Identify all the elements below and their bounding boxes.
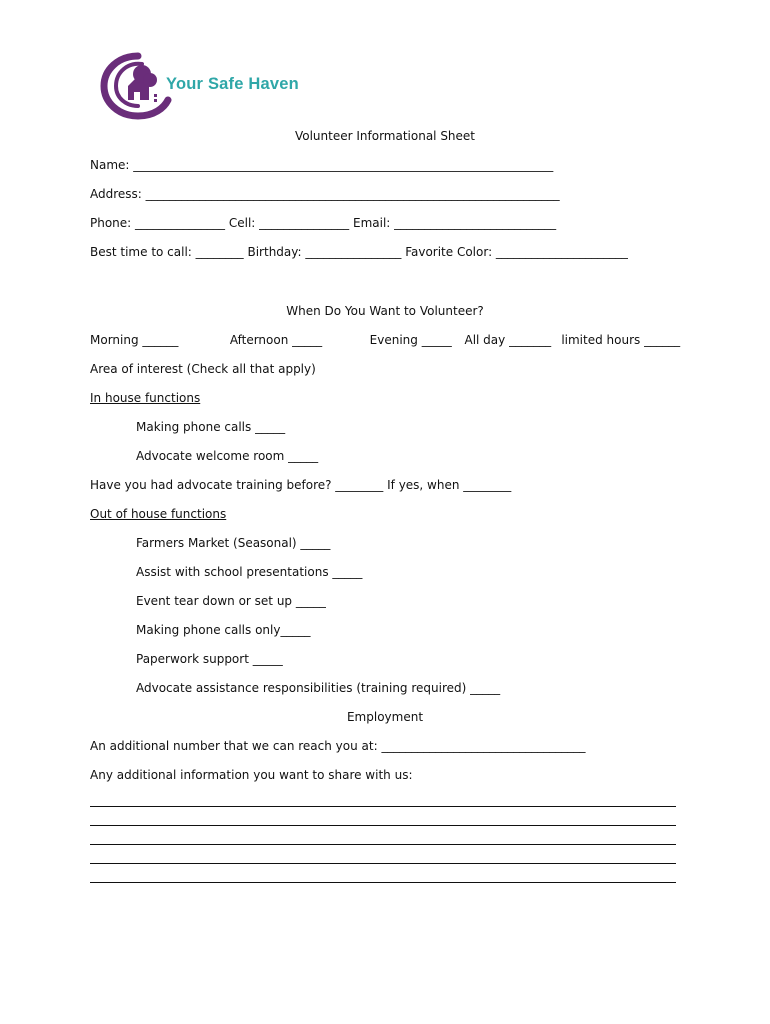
blank-line[interactable] bbox=[90, 792, 676, 807]
cell-field[interactable]: Cell: _______________ bbox=[228, 216, 350, 230]
out-house-item[interactable]: Making phone calls only_____ bbox=[136, 623, 311, 637]
additional-number-field[interactable]: An additional number that we can reach you at: __________________________________ bbox=[90, 739, 586, 753]
contact-row bbox=[90, 215, 556, 231]
form-title: Volunteer Informational Sheet bbox=[294, 129, 476, 143]
in-house-item[interactable]: Making phone calls _____ bbox=[136, 420, 286, 434]
employment-heading: Employment bbox=[346, 710, 424, 724]
training-question[interactable]: Have you had advocate training before? ________ If yes, when ________ bbox=[90, 478, 512, 492]
schedule-row bbox=[90, 332, 680, 348]
out-house-item[interactable]: Event tear down or set up _____ bbox=[136, 594, 326, 608]
logo-wordmark: Your Safe Haven bbox=[166, 75, 299, 93]
address-field[interactable]: Address: _____________________________________________________________________ bbox=[90, 187, 560, 201]
limited-hours-field[interactable]: limited hours ______ bbox=[561, 333, 681, 347]
out-house-item[interactable]: Advocate assistance responsibilities (training required) _____ bbox=[136, 681, 501, 695]
blank-line[interactable] bbox=[90, 868, 676, 883]
additional-info-lines[interactable] bbox=[90, 792, 676, 887]
morning-field[interactable]: Morning ______ bbox=[90, 333, 179, 347]
volunteer-heading: When Do You Want to Volunteer? bbox=[286, 304, 484, 318]
phone-field[interactable]: Phone: _______________ bbox=[90, 216, 226, 230]
details-row bbox=[90, 244, 628, 260]
evening-field[interactable]: Evening _____ bbox=[369, 333, 452, 347]
favorite-color-field[interactable]: Favorite Color: ______________________ bbox=[405, 245, 628, 259]
email-field[interactable]: Email: ___________________________ bbox=[352, 216, 557, 230]
afternoon-field[interactable]: Afternoon _____ bbox=[229, 333, 323, 347]
out-house-item[interactable]: Assist with school presentations _____ bbox=[136, 565, 363, 579]
out-house-item[interactable]: Farmers Market (Seasonal) _____ bbox=[136, 536, 331, 550]
your-safe-haven-logo bbox=[98, 50, 368, 120]
out-house-heading: Out of house functions bbox=[90, 507, 227, 521]
name-field[interactable]: Name: ______________________________________________________________________ bbox=[90, 158, 554, 172]
all-day-field[interactable]: All day _______ bbox=[464, 333, 552, 347]
blank-line[interactable] bbox=[90, 830, 676, 845]
area-interest-label: Area of interest (Check all that apply) bbox=[90, 362, 316, 376]
birthday-field[interactable]: Birthday: ________________ bbox=[247, 245, 402, 259]
in-house-item[interactable]: Advocate welcome room _____ bbox=[136, 449, 319, 463]
blank-line[interactable] bbox=[90, 849, 676, 864]
best-time-field[interactable]: Best time to call: ________ bbox=[90, 245, 244, 259]
additional-info-label: Any additional information you want to share with us: bbox=[90, 768, 413, 782]
out-house-item[interactable]: Paperwork support _____ bbox=[136, 652, 283, 666]
in-house-heading: In house functions bbox=[90, 391, 201, 405]
blank-line[interactable] bbox=[90, 811, 676, 826]
